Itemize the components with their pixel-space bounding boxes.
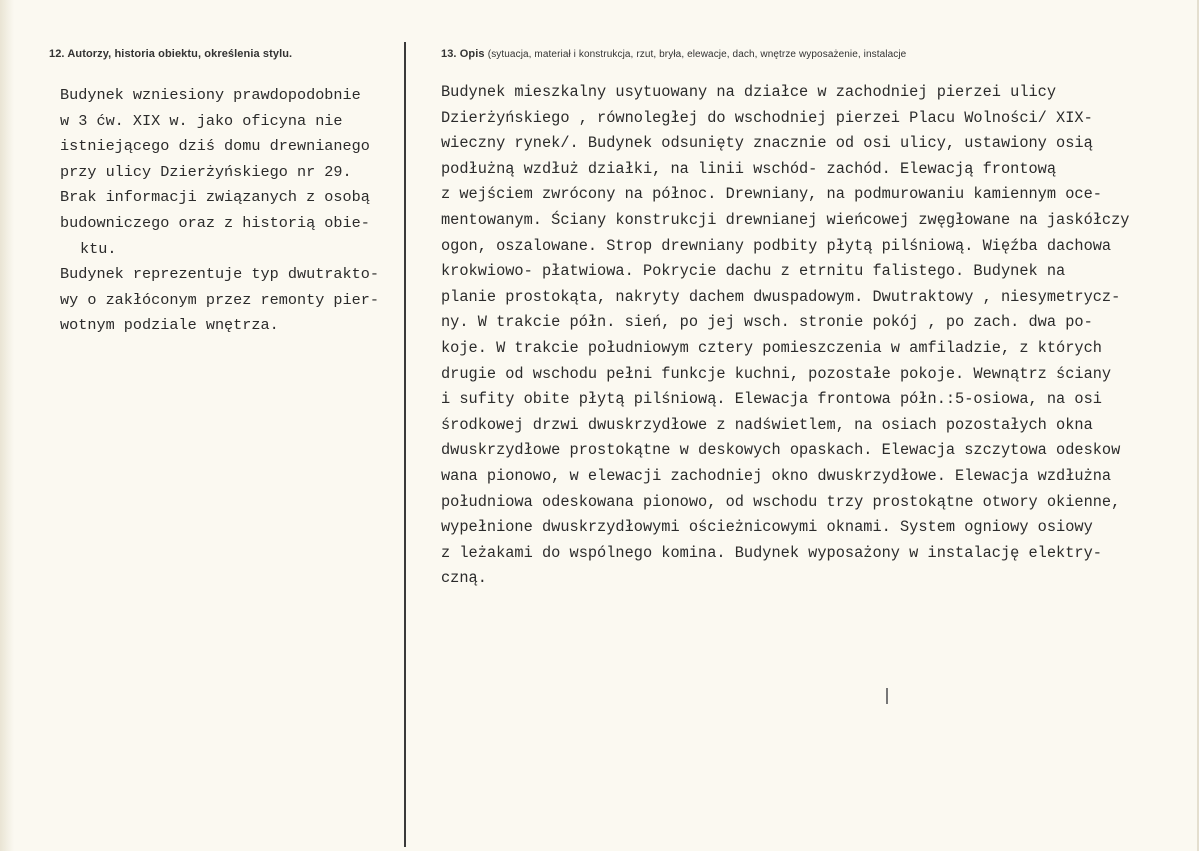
text-line: południowa odeskowana pionowo, od wschodu trzy prostokątne otwory okienne, bbox=[441, 492, 1121, 511]
column-divider bbox=[404, 42, 406, 847]
text-line: z wejściem zwrócony na północ. Drewniany, na podmurowaniu kamiennym oce- bbox=[441, 185, 1102, 204]
text-line: Brak informacji związanych z osobą bbox=[60, 188, 370, 207]
text-line: budowniczego oraz z historią obie- bbox=[60, 213, 370, 232]
section-13-heading-main: 13. Opis bbox=[441, 48, 485, 60]
text-line: istniejącego dziś domu drewnianego bbox=[60, 137, 370, 156]
text-line: i sufity obite płytą pilśniową. Elewacja frontowa półn.:5-osiowa, na osi bbox=[441, 390, 1102, 409]
text-line: ny. W trakcie półn. sień, po jej wsch. stronie pokój , po zach. dwa po- bbox=[441, 313, 1093, 332]
paper-edge-shadow bbox=[0, 0, 14, 851]
text-line: dwuskrzydłowe prostokątne w deskowych opaskach. Elewacja szczytowa odeskow bbox=[441, 441, 1121, 460]
text-line: wieczny rynek/. Budynek odsunięty znacznie od osi ulicy, ustawiony osią bbox=[441, 134, 1093, 153]
text-line: w 3 ćw. XIX w. jako oficyna nie bbox=[60, 111, 343, 130]
text-line: Dzierżyńskiego , równoległej do wschodniej pierzei Placu Wolności/ XIX- bbox=[441, 108, 1093, 127]
text-line: wypełnione dwuskrzydłowymi ościeżnicowymi oknami. System ogniowy osiowy bbox=[441, 518, 1093, 537]
text-line: mentowanym. Ściany konstrukcji drewnianej wieńcowej zwęgłowane na jaskółczy bbox=[441, 210, 1130, 229]
text-line: wotnym podziale wnętrza. bbox=[60, 316, 279, 335]
text-line: planie prostokąta, nakryty dachem dwuspadowym. Dwutraktowy , niesymetrycz- bbox=[441, 287, 1121, 306]
text-line: podłużną wzdłuż działki, na linii wschód- zachód. Elewacją frontową bbox=[441, 159, 1057, 178]
text-line: Budynek reprezentuje typ dwutrakto- bbox=[60, 265, 379, 284]
text-line: koje. W trakcie południowym cztery pomieszczenia w amfiladzie, z których bbox=[441, 338, 1102, 357]
text-line: krokwiowo- płatwiowa. Pokrycie dachu z etrnitu falistego. Budynek na bbox=[441, 262, 1066, 281]
text-line: drugie od wschodu pełni funkcje kuchni, pozostałe pokoje. Wewnątrz ściany bbox=[441, 364, 1112, 383]
text-line: czną. bbox=[441, 569, 487, 588]
section-12-text bbox=[60, 83, 400, 339]
text-line: Budynek mieszkalny usytuowany na działce w zachodniej pierzei ulicy bbox=[441, 83, 1057, 101]
pencil-mark bbox=[886, 688, 888, 704]
section-13-text bbox=[441, 80, 1191, 592]
text-line: ktu. bbox=[80, 239, 117, 258]
section-12-heading: 12. Autorzy, historia obiektu, określenia stylu. bbox=[49, 48, 293, 60]
text-line: przy ulicy Dzierżyńskiego nr 29. bbox=[60, 162, 352, 181]
text-line: Budynek wzniesiony prawdopodobnie bbox=[60, 86, 361, 104]
text-line: wy o zakłóconym przez remonty pier- bbox=[60, 290, 379, 309]
text-line: wana pionowo, w elewacji zachodniej okno dwuskrzydłowe. Elewacja wzdłużna bbox=[441, 466, 1112, 485]
text-line: z leżakami do wspólnego komina. Budynek wyposażony w instalację elektry- bbox=[441, 543, 1102, 562]
section-13-heading-detail: (sytuacja, materiał i konstrukcja, rzut, bryła, elewacje, dach, wnętrze wyposażenie, instalacje bbox=[487, 49, 907, 60]
text-line: środkowej drzwi dwuskrzydłowe z nadświetlem, na osiach pozostałych okna bbox=[441, 415, 1093, 434]
section-13-heading bbox=[441, 48, 906, 60]
text-line: ogon, oszalowane. Strop drewniany podbity płytą pilśniową. Więźba dachowa bbox=[441, 236, 1112, 255]
